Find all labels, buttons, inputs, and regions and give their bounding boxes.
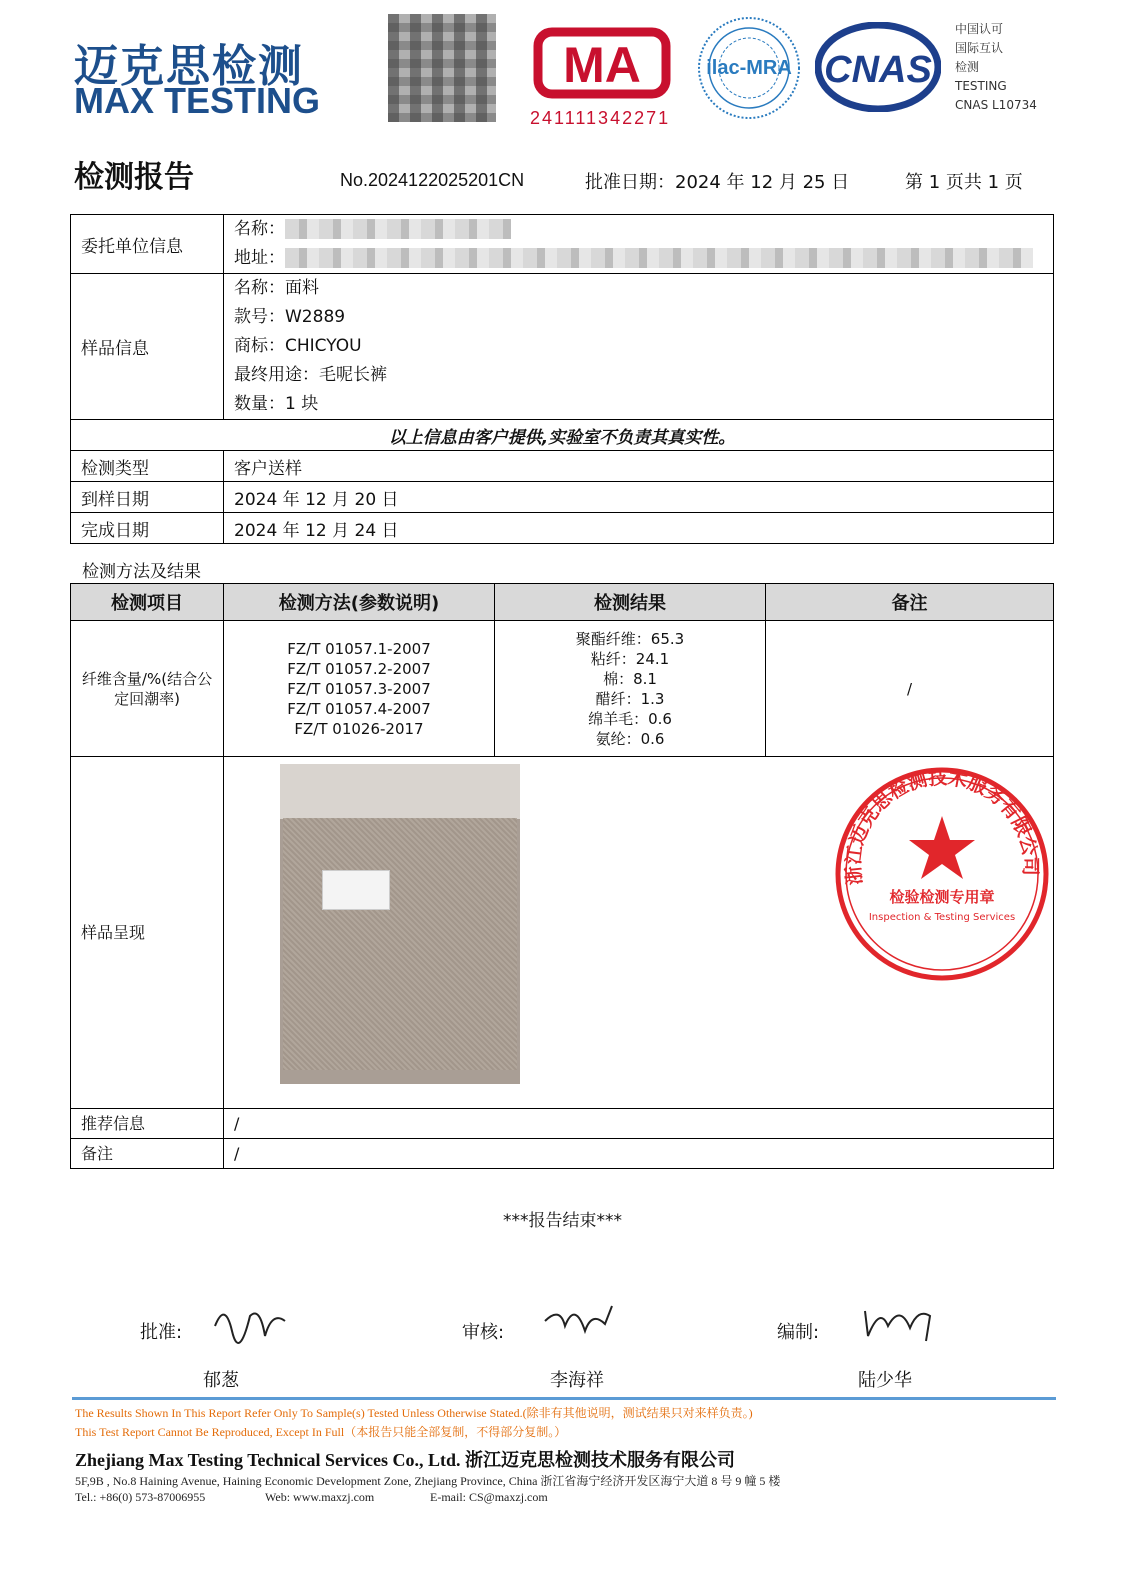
footer-disclaimer-2: This Test Report Cannot Be Reproduced, Except In Full（本报告只能全部复制，不得部分复制。）	[75, 1425, 567, 1439]
footer-address: 5F,9B , No.8 Haining Avenue, Haining Economic Development Zone, Zhejiang Province, China 浙江省海宁经济开发区海宁大道 8 号 9 幢 5 楼	[75, 1474, 781, 1488]
cma-number: 241111342271	[530, 108, 671, 128]
client-name-label: 名称：	[234, 219, 285, 239]
remark-label: 备注	[71, 1139, 224, 1169]
test-item: 纤维含量/%(结合公定回潮率)	[71, 621, 224, 757]
report-number: No.2024122025201CN	[340, 170, 525, 190]
cnas-side-line: TESTING	[955, 79, 1007, 93]
test-results	[495, 621, 766, 757]
cnas-logo	[815, 22, 941, 112]
report-end: ***报告结束***	[503, 1211, 622, 1231]
cnas-side-line: 检测	[955, 60, 980, 74]
official-seal	[832, 764, 1052, 984]
client-label: 委托单位信息	[71, 215, 224, 274]
method-line: FZ/T 01057.2-2007	[287, 659, 431, 678]
seal-en-text: Inspection & Testing Services	[868, 912, 1016, 923]
result-line: 绵羊毛：0.6	[588, 709, 672, 728]
page-info: 第 1 页共 1 页	[905, 172, 1023, 193]
cnas-side-text	[955, 20, 1037, 115]
sample-label: 样品信息	[71, 274, 224, 420]
col-header-item: 检测项目	[71, 584, 224, 621]
star-icon	[909, 816, 975, 879]
completion-date-label: 完成日期	[71, 513, 224, 544]
remark-value: /	[224, 1139, 1054, 1169]
method-line: FZ/T 01057.1-2007	[287, 639, 431, 658]
test-type-label: 检测类型	[71, 451, 224, 482]
sample-line: 款号：W2889	[234, 307, 346, 327]
section-title: 检测方法及结果	[82, 562, 201, 582]
client-info	[224, 215, 1054, 274]
cma-text: MA	[563, 37, 641, 93]
sample-tag-image	[322, 870, 390, 910]
footer-web: Web: www.maxzj.com	[265, 1490, 375, 1504]
qr-code-icon	[388, 14, 496, 122]
recommend-value: /	[224, 1109, 1054, 1139]
redacted-address	[285, 248, 1033, 268]
sample-info	[224, 274, 1054, 420]
info-table	[70, 214, 1054, 544]
sample-line: 数量：1 块	[234, 394, 319, 414]
recommend-label: 推荐信息	[71, 1109, 224, 1139]
footer-email: E-mail: CS@maxzj.com	[430, 1490, 548, 1504]
ilac-mra-logo	[695, 14, 803, 122]
approver-label: 批准:	[140, 1322, 183, 1343]
sample-line: 最终用途：毛呢长裤	[234, 365, 387, 385]
reviewer-name: 李海祥	[550, 1370, 604, 1391]
client-address-label: 地址：	[234, 248, 285, 268]
approval-date: 批准日期：2024 年 12 月 25 日	[585, 172, 850, 193]
col-header-remark: 备注	[766, 584, 1054, 621]
sample-line: 名称：面料	[234, 278, 319, 298]
arrival-date-value: 2024 年 12 月 20 日	[224, 482, 1054, 513]
method-line: FZ/T 01057.3-2007	[287, 679, 431, 698]
result-line: 聚酯纤维：65.3	[575, 629, 685, 648]
report-title: 检测报告	[74, 160, 194, 195]
footer-divider	[72, 1397, 1056, 1400]
result-line: 棉：8.1	[603, 669, 657, 688]
reviewer-label: 审核:	[462, 1322, 505, 1343]
brand-name-en: MAX TESTING	[74, 80, 321, 121]
sample-view-label: 样品呈现	[71, 757, 224, 1109]
cnas-side-line: CNAS L10734	[955, 98, 1037, 112]
brand-name-cn: 迈克思检测	[74, 41, 304, 92]
fabric-swatch-image	[283, 818, 517, 1070]
result-line: 粘纤：24.1	[590, 649, 670, 668]
seal-company-text: 浙江迈克思检测技术服务有限公司	[842, 766, 1042, 887]
cma-logo	[532, 24, 672, 102]
completion-date-value: 2024 年 12 月 24 日	[224, 513, 1054, 544]
ilac-text: ilac-MRA	[706, 57, 792, 79]
test-type-value: 客户送样	[224, 451, 1054, 482]
method-line: FZ/T 01057.4-2007	[287, 699, 431, 718]
redacted-name	[285, 219, 511, 239]
cnas-text: CNAS	[824, 49, 932, 91]
client-provided-note: 以上信息由客户提供,实验室不负责其真实性。	[71, 420, 1054, 451]
test-remark: /	[766, 621, 1054, 757]
footer-company: Zhejiang Max Testing Technical Services Co., Ltd. 浙江迈克思检测技术服务有限公司	[75, 1450, 736, 1470]
sample-line: 商标：CHICYOU	[234, 336, 362, 356]
cnas-side-line: 中国认可	[955, 22, 1004, 36]
result-line: 醋纤：1.3	[595, 689, 665, 708]
test-methods	[224, 621, 495, 757]
result-line: 氨纶：0.6	[595, 729, 665, 748]
compiler-signature	[860, 1296, 940, 1346]
approver-signature	[210, 1296, 290, 1346]
footer-tel: Tel.: +86(0) 573-87006955	[75, 1490, 206, 1504]
col-header-result: 检测结果	[495, 584, 766, 621]
col-header-method: 检测方法(参数说明)	[224, 584, 495, 621]
method-line: FZ/T 01026-2017	[294, 719, 424, 738]
cnas-side-line: 国际互认	[955, 41, 1004, 55]
compiler-name: 陆少华	[858, 1370, 912, 1391]
reviewer-signature	[540, 1296, 620, 1346]
compiler-label: 编制:	[777, 1322, 820, 1343]
approver-name: 郁葱	[203, 1370, 239, 1391]
footer-disclaimer-1: The Results Shown In This Report Refer Only To Sample(s) Tested Unless Otherwise Stated.(除非有其他说明，测试结果只对来样负责。)	[75, 1406, 753, 1420]
seal-subtitle: 检验检测专用章	[889, 888, 995, 906]
arrival-date-label: 到样日期	[71, 482, 224, 513]
